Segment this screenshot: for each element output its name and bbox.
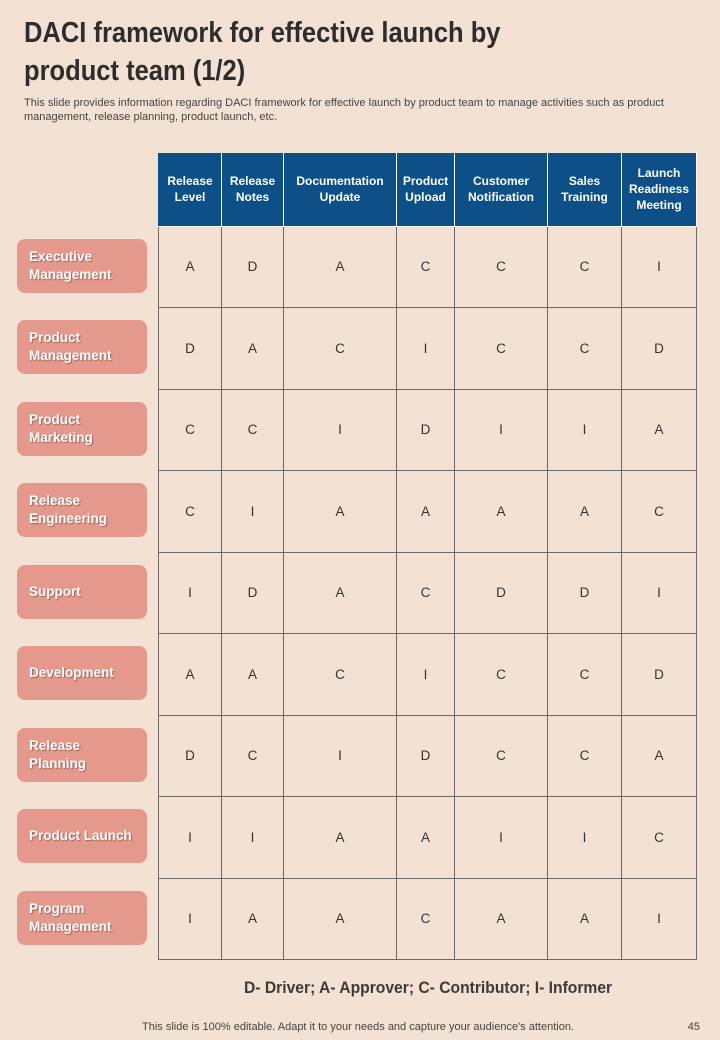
daci-cell: C xyxy=(455,715,548,797)
daci-cell: D xyxy=(397,715,455,797)
daci-cell: I xyxy=(284,715,397,797)
daci-cell: A xyxy=(222,634,284,716)
daci-cell: C xyxy=(222,389,284,471)
daci-cell: A xyxy=(548,878,622,960)
footer-note: This slide is 100% editable. Adapt it to your needs and capture your audience's attention. xyxy=(142,1021,574,1033)
page-number: 45 xyxy=(687,1021,700,1033)
daci-cell: C xyxy=(548,715,622,797)
daci-cell: C xyxy=(622,471,697,553)
daci-cell: I xyxy=(622,878,697,960)
daci-cell: D xyxy=(455,552,548,634)
daci-cell: C xyxy=(455,226,548,308)
daci-cell: I xyxy=(284,389,397,471)
daci-cell: A xyxy=(397,471,455,553)
row-label: Product Management xyxy=(17,320,147,374)
daci-cell: I xyxy=(455,797,548,879)
daci-cell: C xyxy=(548,634,622,716)
column-header: Sales Training xyxy=(548,153,622,226)
column-header: Customer Notification xyxy=(455,153,548,226)
daci-cell: I xyxy=(622,226,697,308)
legend-text: D- Driver; A- Approver; C- Contributor; I- Informer xyxy=(243,978,613,997)
daci-cell: C xyxy=(284,634,397,716)
daci-cell: I xyxy=(455,389,548,471)
daci-cell: D xyxy=(222,226,284,308)
daci-cell: I xyxy=(159,797,222,879)
column-header: Launch Readiness Meeting xyxy=(622,153,697,226)
table-row xyxy=(159,878,697,960)
daci-cell: A xyxy=(159,226,222,308)
daci-cell: A xyxy=(222,878,284,960)
daci-cell: C xyxy=(397,226,455,308)
table-header-row xyxy=(159,153,697,226)
daci-cell: C xyxy=(455,308,548,390)
daci-cell: I xyxy=(397,308,455,390)
daci-cell: I xyxy=(222,797,284,879)
daci-cell: A xyxy=(222,308,284,390)
row-label: Executive Management xyxy=(17,239,147,293)
table-row xyxy=(159,634,697,716)
daci-cell: C xyxy=(622,797,697,879)
daci-cell: C xyxy=(222,715,284,797)
row-label: Support xyxy=(17,565,147,619)
daci-cell: C xyxy=(397,878,455,960)
daci-cell: C xyxy=(284,308,397,390)
daci-cell: A xyxy=(455,878,548,960)
row-label: Product Launch xyxy=(17,809,147,863)
row-label: Product Marketing xyxy=(17,402,147,456)
row-label: Program Management xyxy=(17,891,147,945)
table-row xyxy=(159,389,697,471)
daci-cell: I xyxy=(622,552,697,634)
daci-cell: A xyxy=(159,634,222,716)
daci-cell: D xyxy=(222,552,284,634)
daci-cell: A xyxy=(284,552,397,634)
table-row xyxy=(159,552,697,634)
column-header: Documentation Update xyxy=(284,153,397,226)
daci-cell: A xyxy=(284,878,397,960)
daci-cell: A xyxy=(397,797,455,879)
column-header: Release Level xyxy=(159,153,222,226)
daci-cell: A xyxy=(284,226,397,308)
daci-cell: C xyxy=(455,634,548,716)
daci-cell: D xyxy=(159,715,222,797)
daci-cell: D xyxy=(159,308,222,390)
table-row xyxy=(159,797,697,879)
daci-cell: I xyxy=(397,634,455,716)
daci-cell: A xyxy=(455,471,548,553)
slide-title: DACI framework for effective launch by product team (1/2) xyxy=(24,17,501,87)
daci-cell: I xyxy=(222,471,284,553)
daci-cell: C xyxy=(397,552,455,634)
daci-cell: I xyxy=(159,878,222,960)
daci-cell: A xyxy=(622,715,697,797)
row-label: Development xyxy=(17,646,147,700)
daci-cell: A xyxy=(548,471,622,553)
daci-cell: D xyxy=(622,308,697,390)
daci-cell: I xyxy=(548,797,622,879)
daci-cell: I xyxy=(159,552,222,634)
column-header: Release Notes xyxy=(222,153,284,226)
daci-cell: C xyxy=(159,471,222,553)
legend xyxy=(0,978,720,998)
daci-cell: D xyxy=(548,552,622,634)
daci-cell: C xyxy=(548,226,622,308)
daci-cell: C xyxy=(159,389,222,471)
table-row xyxy=(159,715,697,797)
daci-cell: A xyxy=(284,797,397,879)
daci-cell: D xyxy=(622,634,697,716)
row-label: Release Engineering xyxy=(17,483,147,537)
daci-cell: I xyxy=(548,389,622,471)
daci-cell: D xyxy=(397,389,455,471)
row-label: Release Planning xyxy=(17,728,147,782)
daci-cell: A xyxy=(622,389,697,471)
table-row xyxy=(159,471,697,553)
slide-subtitle: This slide provides information regarding DACI framework for effective launch by product team to manage activities such as product management, release planning, product launch, etc. xyxy=(24,97,664,123)
daci-cell: A xyxy=(284,471,397,553)
column-header: Product Upload xyxy=(397,153,455,226)
daci-table xyxy=(158,153,697,960)
table-row xyxy=(159,226,697,308)
daci-cell: C xyxy=(548,308,622,390)
table-row xyxy=(159,308,697,390)
